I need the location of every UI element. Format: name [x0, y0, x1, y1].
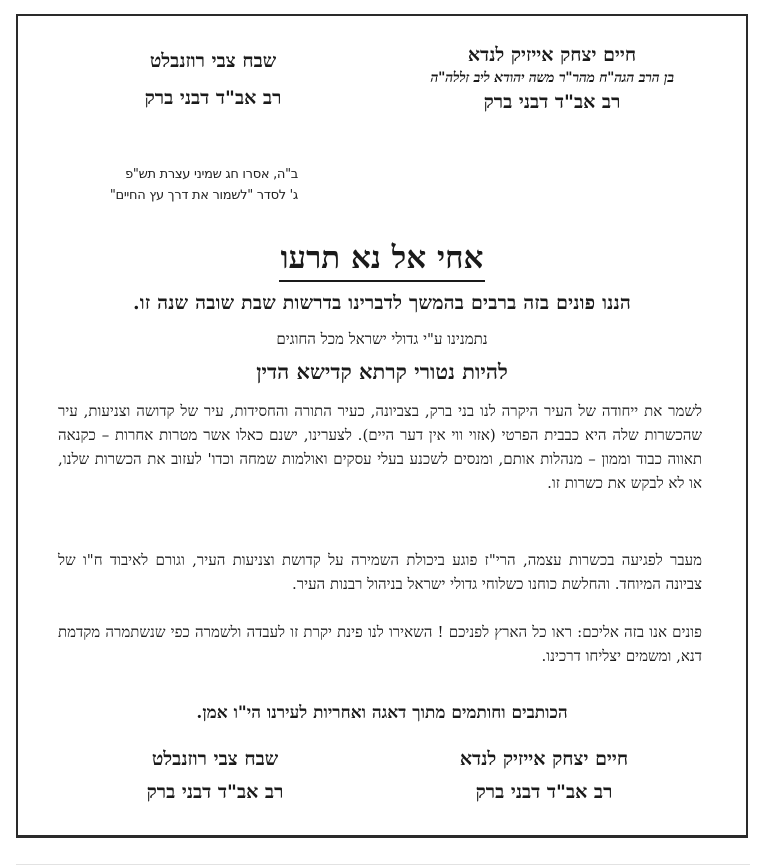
paragraph-3: פונים אנו בזה אליכם: ראו כל הארץ לפניכם ! השאירו לנו פינת יקרת זו לעבדה ולשמרה כפי שנשתמרה מקדמת דנא, ומשמים יצליחו דרכינו. — [58, 623, 702, 665]
date-line-2: ג' לסדר "לשמור את דרך עץ החיים" — [109, 188, 298, 203]
date-block — [74, 164, 298, 206]
signatory-top-left — [88, 46, 338, 112]
date-line-1: ב"ה, אסרו חג שמיני עצרת תש"פ — [125, 167, 298, 182]
signatory-title: רב אב"ד דבני ברק — [146, 781, 284, 803]
signatory-top-right — [402, 42, 702, 116]
headline-text: אחי אל נא תרעו — [279, 238, 486, 282]
paragraph-2: מעבר לפגיעה בכשרות עצמה, הרי"ז פוגע ביכולת השמירה על קדושת וצניעות העיר, וגורם לאיבוד ח"ו של צביונה המיוחד. והחלשת כוחנו כשלוחי גדולי ישראל בניהול רבנות העיר. — [58, 551, 702, 593]
signatory-title: רב אב"ד דבני ברק — [475, 781, 613, 803]
signatory-bottom-left — [90, 744, 340, 806]
lead-line-3: להיות נטורי קרתא קדישא הדין — [256, 359, 508, 384]
bottom-divider — [16, 864, 750, 865]
headline — [18, 238, 746, 282]
signatory-lineage: בן הרב הגה"ח מהר"ר משה יהודא ליב זללה"ה — [430, 70, 674, 86]
signatory-bottom-right — [414, 744, 674, 806]
signatory-name: חיים יצחק אייזיק לנדא — [467, 44, 637, 66]
paragraph-1: לשמר את ייחודה של העיר היקרה לנו בני ברק, בצביונה, כעיר התורה והחסידות, עיר של קדושה וצניעות, עיר שהכשרות שלה היא כבבית הפרטי (אזוי ווי אין דער היים). לצערינו, ישנם כאלו אשר מטרות אחרות – כקנאה תאווה כבוד וממון – מנהלות אותם, ומנסים לשכנע בעלי עסקים ואולמות שמחה וכדו' לעזוב את הכשרות שלנו, או לא לבקש את כשרות זו. — [58, 402, 702, 492]
closing-line: הכותבים וחותמים מתוך דאגה ואחריות לעירנו הי"ו אמן. — [196, 703, 568, 723]
signatory-name: שבח צבי רוזנבלט — [151, 748, 279, 770]
signatory-name: חיים יצחק אייזיק לנדא — [459, 748, 629, 770]
lead-line-2: נתמנינו ע"י גדולי ישראל מכל החוגים — [276, 330, 488, 348]
lead-line: הננו פונים בזה ברבים בהמשך לדברינו בדרשות שבת שובה שנה זו. — [132, 292, 632, 314]
signatory-title: רב אב"ד דבני ברק — [483, 91, 621, 113]
signatory-name: שבח צבי רוזנבלט — [149, 50, 277, 72]
letter-frame — [16, 14, 748, 838]
signatory-title: רב אב"ד דבני ברק — [144, 87, 282, 109]
